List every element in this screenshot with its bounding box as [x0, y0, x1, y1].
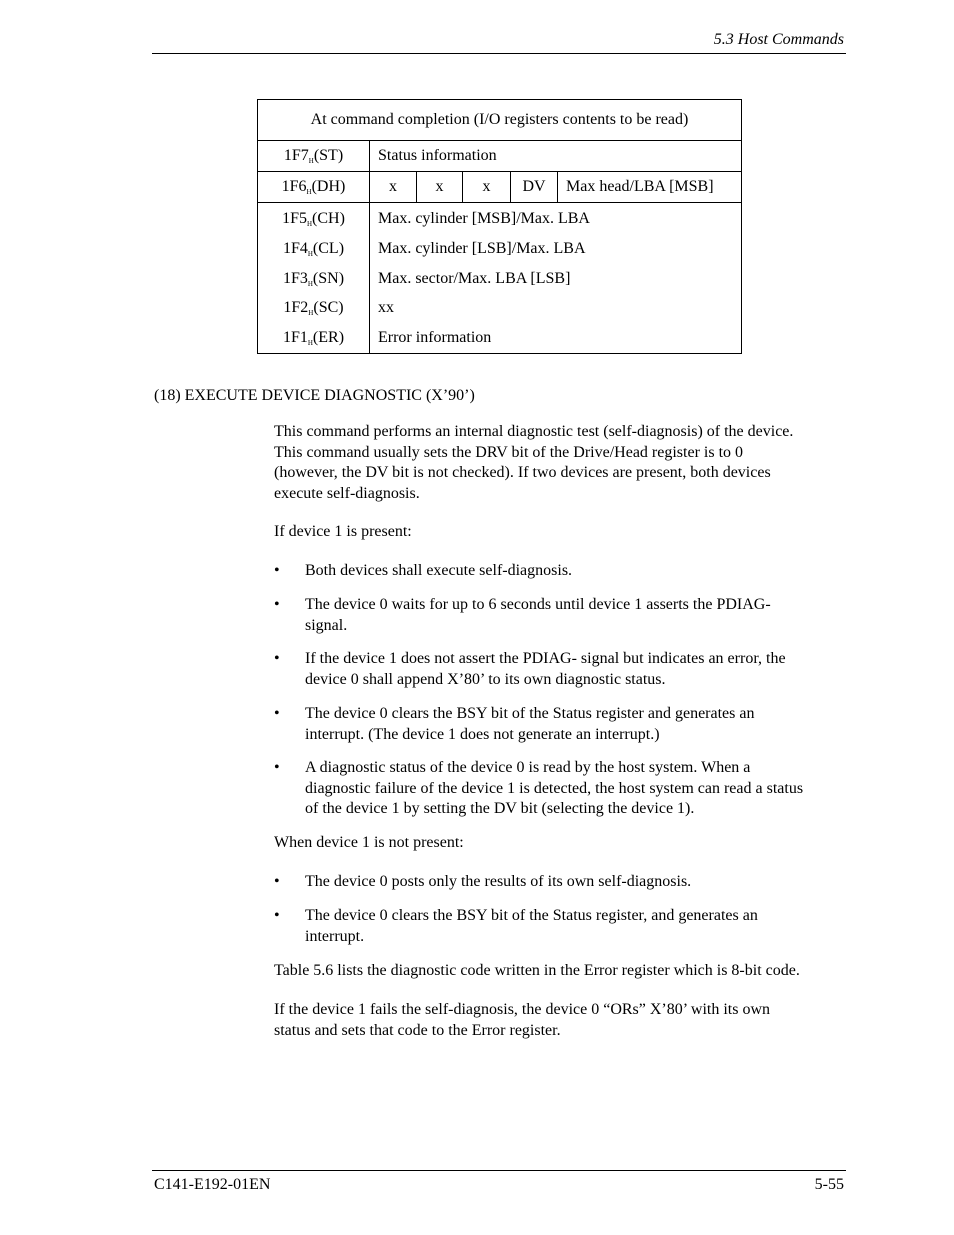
table-reference-paragraph: Table 5.6 lists the diagnostic code written in the Error register which is 8-bit code.	[274, 962, 800, 979]
register-label-group	[258, 203, 370, 354]
register-value: Max. cylinder [LSB]/Max. LBA	[378, 239, 586, 257]
bit-cell: x	[463, 172, 511, 203]
bullet-icon: •	[274, 705, 280, 722]
text-line: If the device 1 does not assert the PDIAG- signal but indicates an error, the	[305, 650, 786, 667]
text-line: status and sets that code to the Error register.	[274, 1021, 561, 1039]
list-item	[274, 906, 846, 947]
table-row	[258, 172, 742, 203]
text-line: The device 0 clears the BSY bit of the Status register and generates an	[305, 705, 755, 722]
bullet-icon: •	[274, 759, 280, 776]
register-value: Status information	[370, 141, 742, 172]
bullet-icon: •	[274, 596, 280, 613]
register-value: Max head/LBA [MSB]	[558, 172, 742, 203]
list-item	[274, 595, 846, 636]
text-line: of the device 1 by setting the DV bit (selecting the device 1).	[305, 800, 695, 817]
register-label: $1F1_H(ER)$	[282, 329, 345, 348]
document-id: C141-E192-01EN	[154, 1176, 271, 1193]
bit-cell: x	[370, 172, 417, 203]
failure-paragraph	[274, 1000, 846, 1041]
register-value: Max. sector/Max. LBA [LSB]	[378, 269, 571, 287]
register-value: Max. cylinder [MSB]/Max. LBA	[378, 210, 590, 227]
text-line: device 0 shall append X’80’ to its own diagnostic status.	[305, 670, 666, 688]
table-caption: At command completion (I/O registers contents to be read)	[258, 100, 742, 141]
register-label: $1F7_H(ST)$	[258, 141, 370, 172]
text-line: If the device 1 fails the self-diagnosis, the device 0 “ORs” X’80’ with its own	[274, 1001, 771, 1018]
table-row	[258, 141, 742, 172]
not-present-label: When device 1 is not present:	[274, 834, 464, 851]
bit-cell: x	[417, 172, 463, 203]
footer-rule	[152, 1170, 846, 1171]
text-line: (however, the DV bit is not checked). If two devices are present, both devices	[274, 464, 771, 481]
register-value: Error information	[378, 329, 492, 347]
text-line: A diagnostic status of the device 0 is read by the host system. When a	[305, 759, 751, 776]
header-rule	[152, 53, 846, 54]
text-line: execute self-diagnosis.	[274, 484, 420, 502]
bullet-icon: •	[274, 907, 280, 924]
register-label: $1F5_H(CH)$	[282, 210, 345, 228]
list-item	[274, 704, 846, 745]
section-heading: (18) EXECUTE DEVICE DIAGNOSTIC (X’90’)	[154, 387, 475, 404]
text-line: interrupt.	[305, 927, 365, 945]
register-label: $1F2_H(SC)$	[283, 299, 344, 318]
list-item	[274, 872, 846, 893]
register-label: $1F6_H(DH)$	[258, 172, 370, 203]
register-value-group	[370, 203, 742, 354]
table-row	[258, 203, 742, 354]
register-value: xx	[378, 299, 394, 317]
text-line: This command usually sets the DRV bit of the Drive/Head register is to 0	[274, 443, 744, 461]
bit-cell: DV	[511, 172, 558, 203]
text-line: Both devices shall execute self-diagnosis.	[305, 562, 573, 579]
register-label: $1F4_H(CL)$	[282, 239, 345, 258]
bullet-icon: •	[274, 562, 280, 579]
list-item	[274, 561, 846, 582]
register-table	[257, 99, 742, 354]
running-header: 5.3 Host Commands	[713, 31, 844, 48]
text-line: The device 0 waits for up to 6 seconds until device 1 asserts the PDIAG-	[305, 596, 771, 613]
text-line: The device 0 clears the BSY bit of the Status register, and generates an	[305, 907, 758, 924]
intro-paragraph	[274, 422, 846, 504]
text-line: This command performs an internal diagnostic test (self-diagnosis) of the device.	[274, 423, 794, 440]
text-line: diagnostic failure of the device 1 is detected, the host system can read a status	[305, 779, 804, 797]
list-item	[274, 649, 846, 690]
bullet-icon: •	[274, 650, 280, 667]
list-item	[274, 758, 846, 820]
text-line: signal.	[305, 616, 348, 634]
text-line: interrupt. (The device 1 does not generate an interrupt.)	[305, 725, 660, 743]
text-line: The device 0 posts only the results of its own self-diagnosis.	[305, 873, 692, 890]
bullet-icon: •	[274, 873, 280, 890]
page-number: 5-55	[814, 1176, 844, 1193]
register-label: $1F3_H(SN)$	[282, 269, 345, 288]
if-present-label: If device 1 is present:	[274, 523, 412, 540]
